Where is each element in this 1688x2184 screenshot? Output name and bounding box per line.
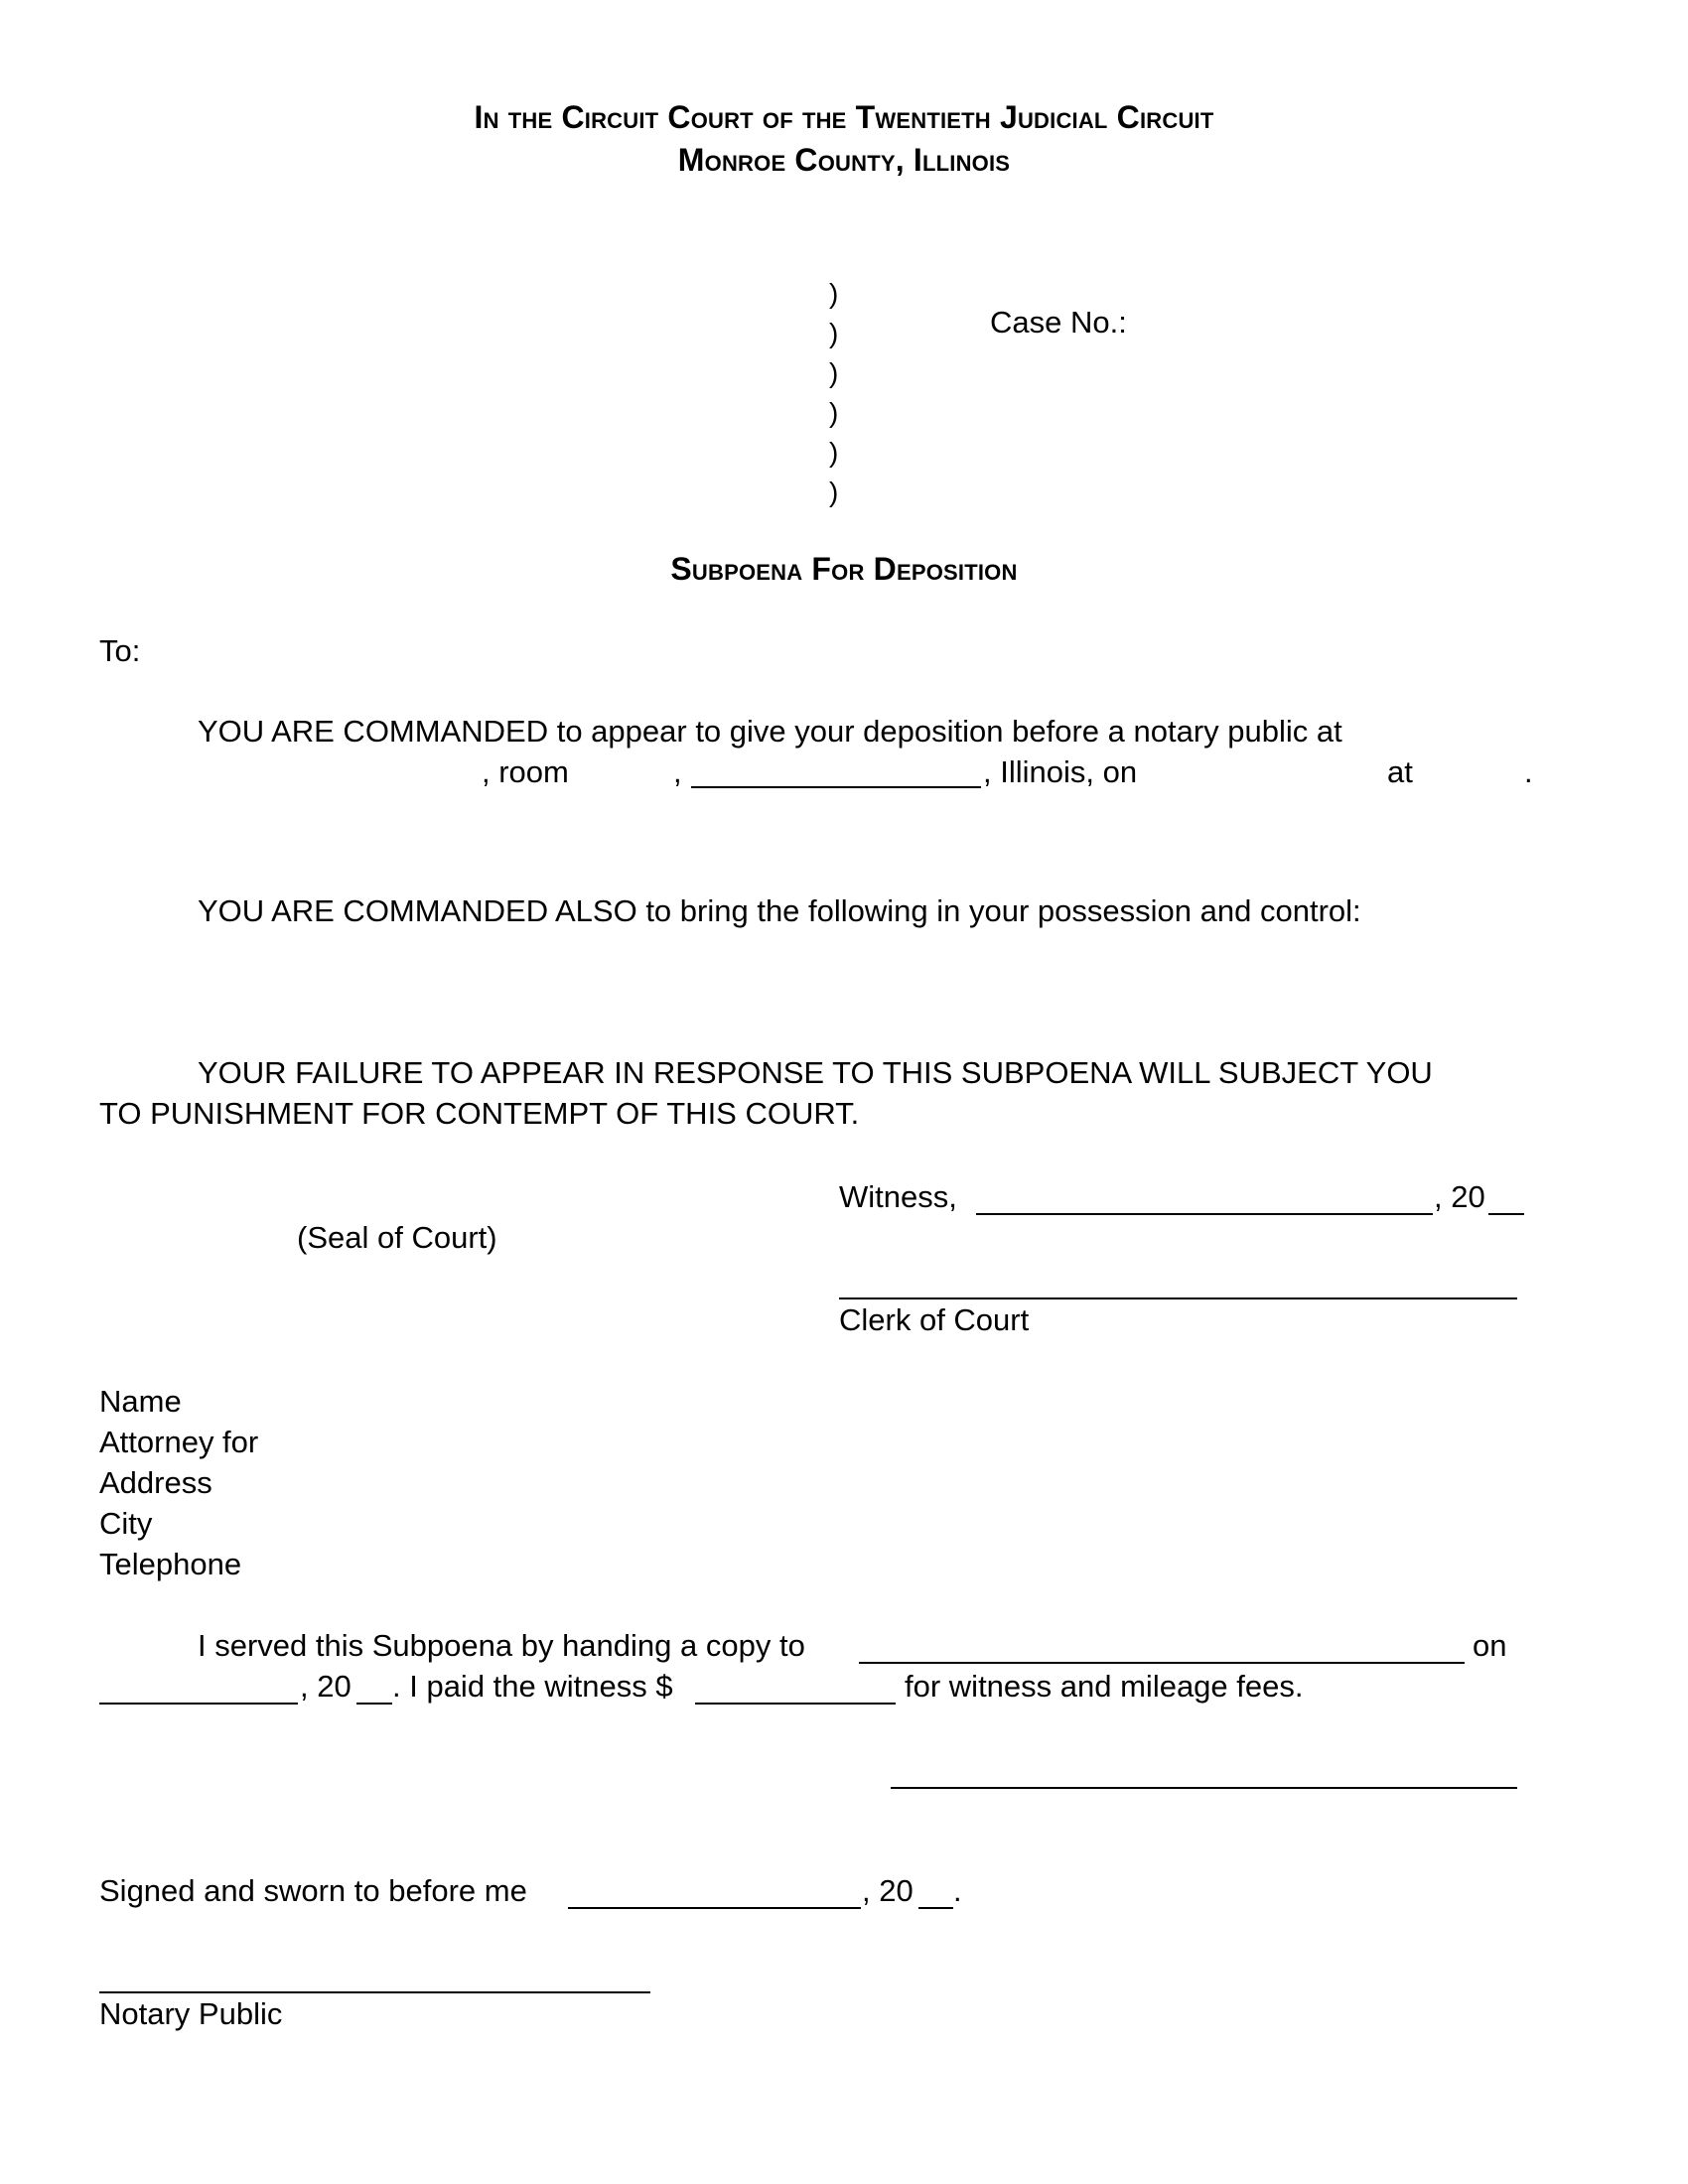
clerk-of-court-label: Clerk of Court [839,1302,1030,1337]
city-blank-line[interactable] [691,786,981,788]
clerk-signature-line[interactable] [839,1297,1517,1299]
failure-warning-line1: YOUR FAILURE TO APPEAR IN RESPONSE TO THIS SUBPOENA WILL SUBJECT YOU [198,1055,1433,1090]
service-year-blank[interactable] [356,1703,392,1705]
notary-public-label: Notary Public [99,1996,283,2031]
comma-separator: , [673,754,682,789]
attorney-for: Attorney for [99,1425,259,1459]
witness-year-prefix: , 20 [1434,1179,1485,1214]
caption-paren: ) [829,318,839,348]
service-text: I served this Subpoena by handing a copy to [198,1628,805,1663]
notary-signature-line[interactable] [99,1991,650,1993]
room-label: , room [482,754,569,789]
caption-paren: ) [829,397,839,428]
caption-paren: ) [829,477,839,507]
fee-amount-blank[interactable] [695,1703,896,1705]
served-person-blank[interactable] [859,1662,1465,1664]
attorney-address: Address [99,1465,212,1500]
sworn-date-blank[interactable] [568,1907,861,1909]
at-label: at [1387,754,1413,789]
witness-year-blank[interactable] [1488,1213,1524,1215]
court-heading-line2: Monroe County, Illinois [677,142,1011,178]
witness-date-blank[interactable] [976,1213,1433,1215]
attorney-city: City [99,1506,153,1541]
witness-label: Witness, [839,1179,957,1214]
service-on-label: on [1473,1628,1507,1663]
service-paid-text: . I paid the witness $ [392,1669,673,1704]
court-heading-line1: In the Circuit Court of the Twentieth Judicial Circuit [474,99,1214,135]
illinois-on-label: , Illinois, on [983,754,1138,789]
caption-paren: ) [829,278,839,309]
attorney-telephone: Telephone [99,1547,242,1581]
caption-paren: ) [829,437,839,468]
period: . [1524,754,1533,789]
attorney-name: Name [99,1384,182,1419]
service-fees-text: for witness and mileage fees. [905,1669,1304,1704]
failure-warning-line2: TO PUNISHMENT FOR CONTEMPT OF THIS COURT. [99,1096,860,1131]
sworn-text: Signed and sworn to before me [99,1873,527,1908]
server-signature-line[interactable] [891,1787,1517,1789]
command-appear-line1: YOU ARE COMMANDED to appear to give your deposition before a notary public at [198,714,1342,749]
seal-of-court: (Seal of Court) [297,1220,497,1255]
service-year-prefix: , 20 [300,1669,352,1704]
sworn-year-blank[interactable] [918,1907,953,1909]
to-label: To: [99,633,141,668]
service-date-blank[interactable] [99,1703,298,1705]
command-bring-items: YOU ARE COMMANDED ALSO to bring the following in your possession and control: [198,893,1361,928]
sworn-period: . [953,1873,962,1908]
caption-paren: ) [829,357,839,388]
document-title: Subpoena For Deposition [670,551,1018,587]
case-number-label: Case No.: [990,305,1127,340]
sworn-year-prefix: , 20 [862,1873,914,1908]
